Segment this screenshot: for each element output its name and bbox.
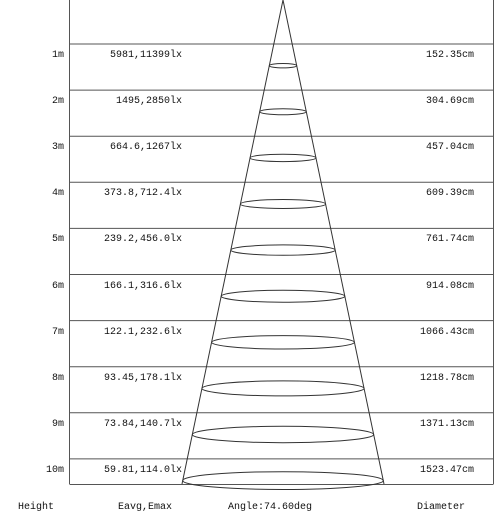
row-illuminance-label: 5981,11399lx	[109, 50, 182, 61]
footer-eavg-label: Eavg,Emax	[118, 502, 173, 513]
row-diameter-label: 457.04cm	[425, 142, 474, 153]
row-diameter-label: 152.35cm	[425, 50, 474, 61]
beam-cross-section-ellipse	[212, 336, 355, 349]
row-illuminance-label: 59.81,114.0lx	[103, 465, 182, 476]
beam-cross-section-ellipse	[260, 109, 307, 115]
row-diameter-label: 914.08cm	[425, 281, 474, 292]
row-height-label: 10m	[45, 465, 64, 476]
beam-cross-section-ellipse	[221, 290, 345, 302]
row-height-label: 9m	[51, 419, 64, 430]
row-illuminance-label: 239.2,456.0lx	[103, 234, 182, 245]
row-height-label: 1m	[51, 50, 64, 61]
cone-right-edge	[283, 0, 384, 484]
footer-angle-label: Angle:74.60deg	[228, 502, 313, 513]
row-diameter-label: 1066.43cm	[419, 327, 474, 338]
row-illuminance-label: 1495,2850lx	[115, 96, 182, 107]
beam-cross-section-ellipse	[183, 472, 384, 490]
row-diameter-label: 304.69cm	[425, 96, 474, 107]
row-diameter-label: 1218.78cm	[419, 373, 474, 384]
row-height-label: 2m	[51, 96, 64, 107]
row-illuminance-label: 73.84,140.7lx	[103, 419, 182, 430]
row-height-label: 4m	[51, 188, 64, 199]
row-illuminance-label: 664.6,1267lx	[109, 142, 182, 153]
row-illuminance-label: 373.8,712.4lx	[103, 188, 182, 199]
row-illuminance-label: 93.45,178.1lx	[103, 373, 182, 384]
row-diameter-label: 1523.47cm	[419, 465, 474, 476]
row-height-label: 7m	[51, 327, 64, 338]
row-height-label: 5m	[51, 234, 64, 245]
row-diameter-label: 1371.13cm	[419, 419, 474, 430]
cone-left-edge	[182, 0, 283, 484]
beam-cross-section-ellipse	[269, 63, 296, 67]
footer-diameter-label: Diameter	[417, 502, 466, 513]
footer-height-label: Height	[18, 502, 55, 513]
row-height-label: 6m	[51, 281, 64, 292]
row-height-label: 8m	[51, 373, 64, 384]
row-diameter-label: 761.74cm	[425, 234, 474, 245]
beam-cross-section-ellipse	[192, 426, 373, 442]
beam-cross-section-ellipse	[240, 200, 325, 209]
beam-cross-section-ellipse	[250, 154, 316, 161]
beam-cross-section-ellipse	[202, 381, 364, 396]
row-illuminance-label: 166.1,316.6lx	[103, 281, 182, 292]
beam-cross-section-ellipse	[231, 245, 335, 255]
row-illuminance-label: 122.1,232.6lx	[103, 327, 182, 338]
row-height-label: 3m	[51, 142, 64, 153]
row-diameter-label: 609.39cm	[425, 188, 474, 199]
